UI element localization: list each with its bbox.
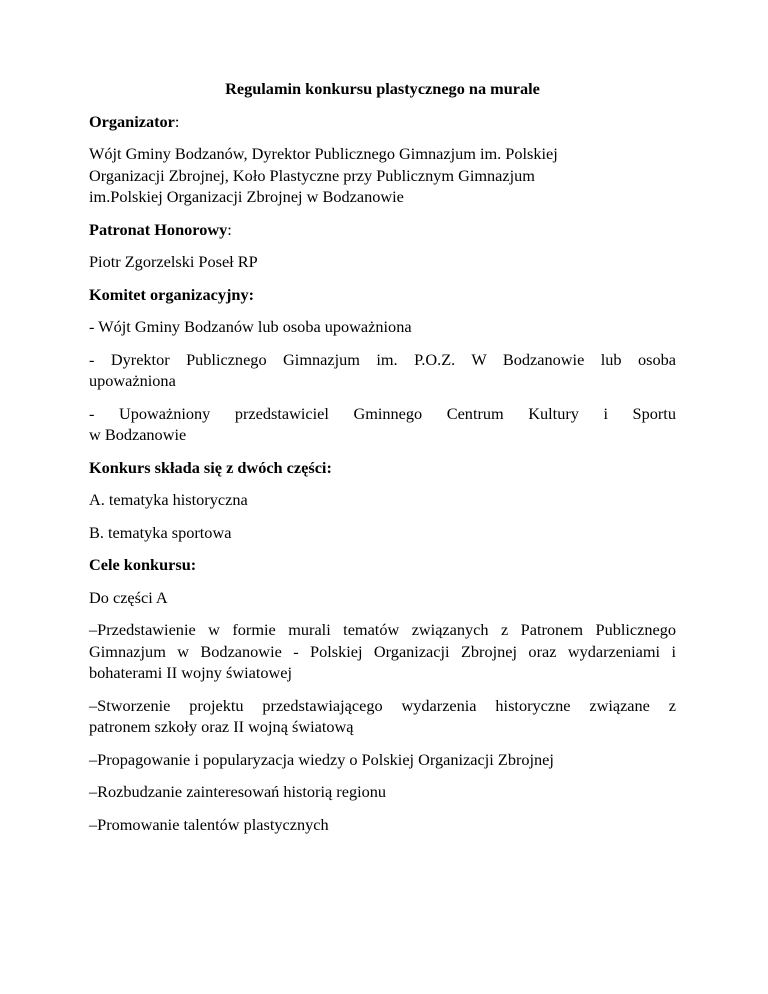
committee-item-line: upoważniona bbox=[89, 371, 176, 390]
parts-item-b: B. tematyka sportowa bbox=[89, 522, 232, 542]
goal-line: –Przedstawienie w formie murali tematów związanych z Patronem Publicznego bbox=[89, 620, 676, 639]
organizer-text bbox=[89, 143, 676, 208]
goal-line: –Stworzenie projektu przedstawiającego wydarzenia historyczne związane z bbox=[89, 695, 676, 715]
goal-line: bohaterami II wojny światowej bbox=[89, 663, 293, 682]
organizer-heading bbox=[89, 111, 676, 133]
word: Centrum bbox=[446, 403, 504, 423]
parts-item-a: A. tematyka historyczna bbox=[89, 490, 248, 509]
word: Sportu bbox=[632, 403, 676, 423]
word: przedstawiciel bbox=[234, 403, 329, 423]
committee-item-line bbox=[89, 403, 676, 425]
word: i bbox=[603, 403, 608, 423]
goals-heading: Cele konkursu: bbox=[89, 555, 197, 574]
organizer-line: im.Polskiej Organizacji Zbrojnej w Bodzanowie bbox=[89, 187, 404, 206]
committee-item-line: w Bodzanowie bbox=[89, 425, 187, 444]
goal-item: –Propagowanie i popularyzacja wiedzy o Polskiej Organizacji Zbrojnej bbox=[89, 749, 554, 769]
committee-item-line: - Dyrektor Publicznego Gimnazjum im. P.O.Z. W Bodzanowie lub osoba bbox=[89, 349, 676, 369]
document-page bbox=[89, 78, 676, 846]
word: Gminnego bbox=[353, 403, 423, 423]
organizer-label: Organizator bbox=[89, 111, 175, 131]
organizer-colon: : bbox=[174, 111, 180, 131]
organizer-line: Organizacji Zbrojnej, Koło Plastyczne przy Publicznym Gimnazjum bbox=[89, 165, 535, 185]
goal-item: –Promowanie talentów plastycznych bbox=[89, 814, 329, 834]
committee-heading: Komitet organizacyjny: bbox=[89, 284, 255, 304]
patronage-text: Piotr Zgorzelski Poseł RP bbox=[89, 252, 258, 271]
goal-item bbox=[89, 695, 676, 738]
word: - bbox=[89, 403, 95, 423]
organizer-line: Wójt Gminy Bodzanów, Dyrektor Publicznego Gimnazjum im. Polskiej bbox=[89, 144, 558, 163]
committee-item bbox=[89, 349, 676, 392]
parts-heading: Konkurs składa się z dwóch części: bbox=[89, 457, 332, 477]
patronage-label: Patronat Honorowy bbox=[89, 219, 228, 239]
goal-line: Gimnazjum w Bodzanowie - Polskiej Organizacji Zbrojnej oraz wydarzeniami i bbox=[89, 641, 676, 661]
patronage-colon: : bbox=[227, 219, 232, 239]
word: Upoważniony bbox=[118, 403, 211, 423]
word: Kultury bbox=[528, 403, 579, 423]
committee-item bbox=[89, 403, 676, 446]
goals-subheading: Do części A bbox=[89, 587, 168, 607]
committee-item: - Wójt Gminy Bodzanów lub osoba upoważniona bbox=[89, 317, 412, 336]
goal-line: patronem szkoły oraz II wojną światową bbox=[89, 717, 354, 736]
goal-item bbox=[89, 619, 676, 684]
document-title: Regulamin konkursu plastycznego na murale bbox=[225, 79, 540, 98]
goal-item: –Rozbudzanie zainteresowań historią regionu bbox=[89, 782, 387, 801]
patronage-heading bbox=[89, 219, 676, 241]
